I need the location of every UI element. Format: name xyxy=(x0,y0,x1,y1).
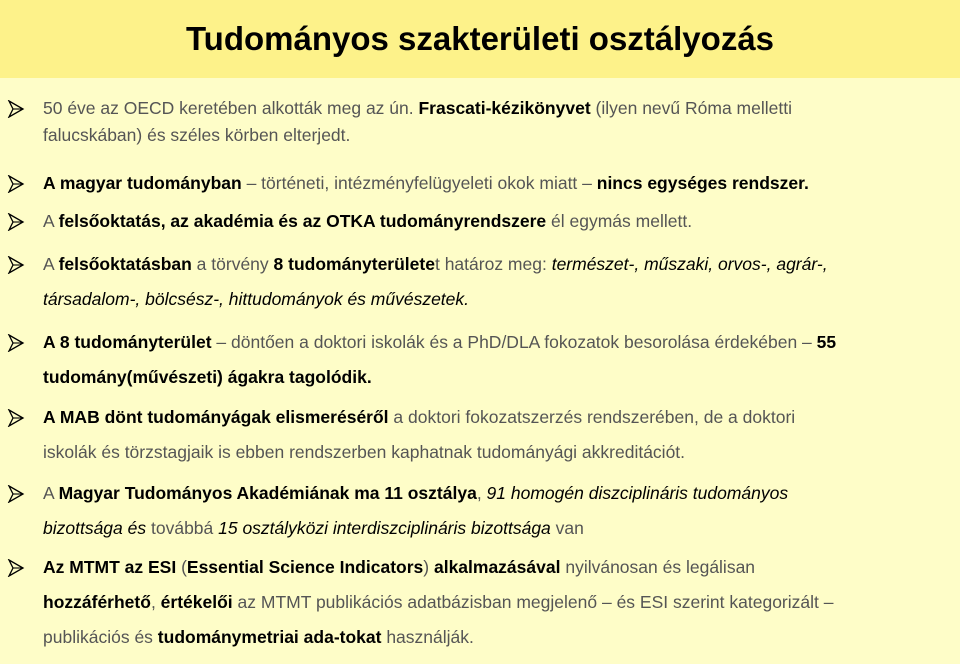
text-run: A xyxy=(43,211,59,231)
text-run: A xyxy=(43,483,59,503)
text-run: Az MTMT az ESI xyxy=(43,557,177,577)
text-run: felsőoktatásban xyxy=(58,254,192,274)
text-run: továbbá xyxy=(146,518,219,538)
text-run: 15 osztályközi interdiszciplináris bizottsága xyxy=(218,518,551,538)
text-run: 55 xyxy=(816,332,837,352)
arrowhead-bullet-icon xyxy=(7,409,25,427)
bullet-line xyxy=(43,208,943,235)
arrowhead-bullet-icon xyxy=(7,334,25,352)
bullet-line xyxy=(43,550,943,585)
bullet-item xyxy=(43,550,943,655)
bullet-line xyxy=(43,170,943,197)
text-run: (ilyen nevű Róma melletti xyxy=(590,98,792,118)
text-run: alkalmazásával xyxy=(433,557,561,577)
text-run: A magyar tudományban xyxy=(43,173,242,193)
bullet-line xyxy=(43,282,943,317)
text-run: , xyxy=(476,483,487,503)
text-run: a doktori fokozatszerzés rendszerében, de a doktori xyxy=(388,407,796,427)
text-run: a törvény xyxy=(191,254,274,274)
bullet-line xyxy=(43,325,943,360)
text-run: tudomány(művészeti) ágakra tagolódik. xyxy=(43,367,372,387)
bullet-line xyxy=(43,511,943,546)
text-run: t határoz meg: xyxy=(434,254,552,274)
arrowhead-bullet-icon xyxy=(7,213,25,231)
text-run: A 8 tudományterület xyxy=(43,332,212,352)
text-run: az MTMT publikációs adatbázisban megjelenő – és ESI szerint kategorizált – xyxy=(232,592,834,612)
slide-title: Tudományos szakterületi osztályozás xyxy=(185,20,775,57)
text-run: használják. xyxy=(381,627,474,647)
text-run: – történeti, intézményfelügyeleti okok miatt – xyxy=(241,173,597,193)
bullet-item xyxy=(43,170,943,197)
text-run: publikációs és xyxy=(43,627,158,647)
bullet-item xyxy=(43,247,943,317)
text-run: iskolák és törzstagjaik is ebben rendszerben kaphatnak tudományági akkreditációt. xyxy=(43,442,686,462)
text-run: bizottsága és xyxy=(43,518,147,538)
text-run: él egymás mellett. xyxy=(546,211,693,231)
bullet-line xyxy=(43,247,943,282)
bullet-item xyxy=(43,208,943,235)
text-run: 91 homogén diszciplináris tudományos xyxy=(486,483,789,503)
text-run: 50 éve az OECD keretében alkották meg az ún. xyxy=(43,98,419,118)
bullet-line xyxy=(43,476,943,511)
bullet-line xyxy=(43,435,943,470)
text-run: társadalom-, bölcsész-, hittudományok és művészetek. xyxy=(43,289,470,309)
text-run: értékelői xyxy=(160,592,233,612)
arrowhead-bullet-icon xyxy=(7,559,25,577)
bullet-line xyxy=(43,95,943,122)
bullet-line xyxy=(43,400,943,435)
text-run: 8 tudományterülete xyxy=(273,254,435,274)
text-run: tudománymetriai ada-tokat xyxy=(157,627,382,647)
text-run: Essential Science Indicators xyxy=(186,557,424,577)
bullet-line xyxy=(43,620,943,655)
text-run: Frascati-kézikönyvet xyxy=(418,98,591,118)
bullet-item xyxy=(43,95,943,149)
text-run: Magyar Tudományos Akadémiának ma 11 osztálya xyxy=(58,483,477,503)
text-run: ) xyxy=(423,557,434,577)
arrowhead-bullet-icon xyxy=(7,485,25,503)
bullet-item xyxy=(43,400,943,470)
text-run: nincs egységes rendszer. xyxy=(596,173,809,193)
text-run: – döntően a doktori iskolák és a PhD/DLA fokozatok besorolása érdekében – xyxy=(211,332,817,352)
text-run: falucskában) és széles körben elterjedt. xyxy=(43,125,351,145)
arrowhead-bullet-icon xyxy=(7,100,25,118)
text-run: nyilvánosan és legálisan xyxy=(560,557,756,577)
bullet-line xyxy=(43,360,943,395)
text-run: A MAB dönt tudományágak elismeréséről xyxy=(43,407,389,427)
text-run: ( xyxy=(176,557,187,577)
bullet-item xyxy=(43,325,943,395)
arrowhead-bullet-icon xyxy=(7,175,25,193)
arrowhead-bullet-icon xyxy=(7,256,25,274)
bullet-line xyxy=(43,585,943,620)
text-run: hozzáférhető xyxy=(43,592,151,612)
text-run: van xyxy=(550,518,584,538)
text-run: A xyxy=(43,254,59,274)
bullet-item xyxy=(43,476,943,546)
text-run: természet-, műszaki, orvos-, agrár-, xyxy=(551,254,828,274)
text-run: felsőoktatás, az akadémia és az OTKA tudományrendszere xyxy=(58,211,547,231)
text-run: , xyxy=(150,592,161,612)
bullet-line xyxy=(43,122,943,149)
